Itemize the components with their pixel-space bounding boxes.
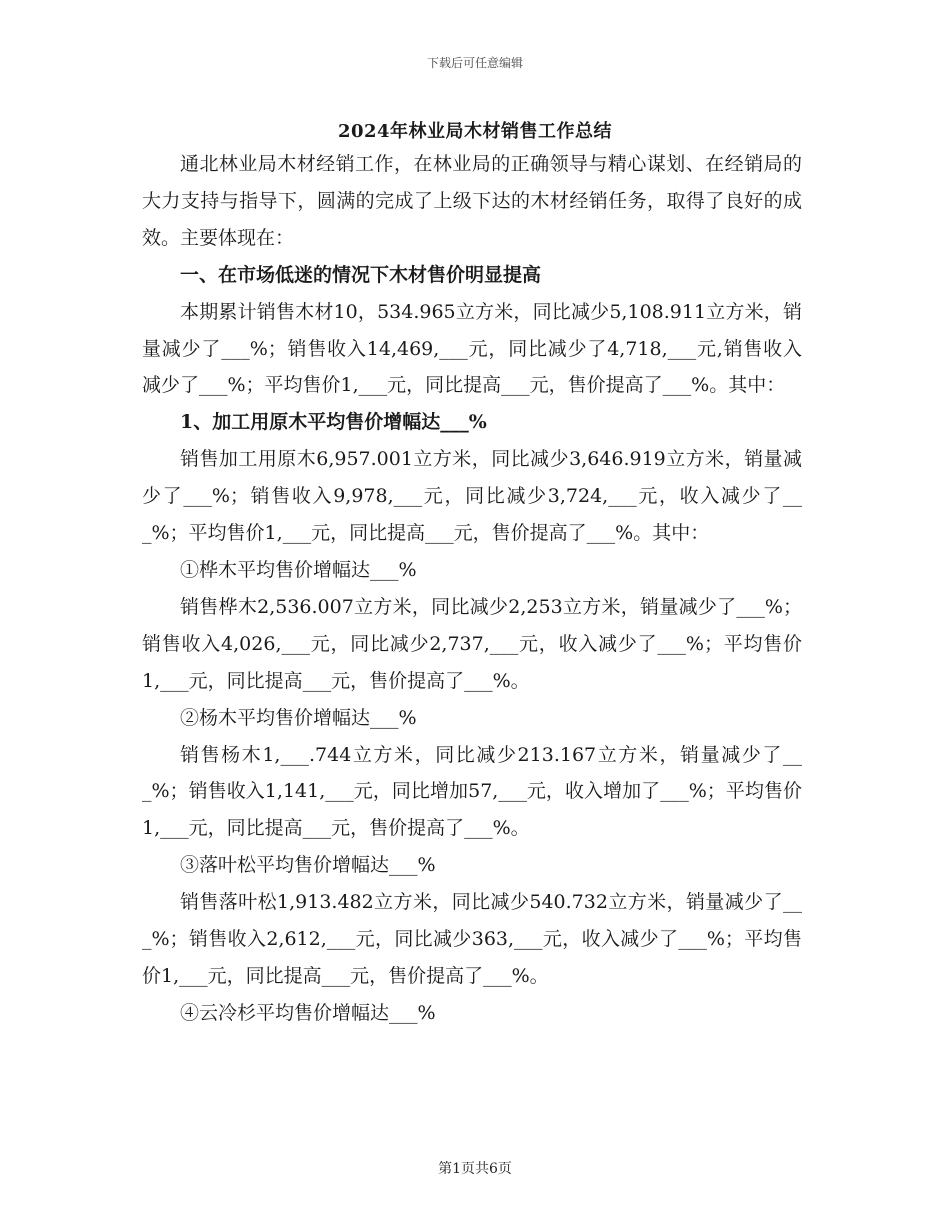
paragraph-birch: 销售桦木2,536.007立方米，同比减少2,253立方米，销量减少了___%；销售收入4,026,___元，同比减少2,737,___元，收入减少了___%；平均售价1,___元，同比提高___元，售价提高了___%。 xyxy=(142,595,802,692)
document-title: 2024年林业局木材销售工作总结 xyxy=(337,121,613,142)
paragraph-larch: 销售落叶松1,913.482立方米，同比减少540.732立方米，销量减少了___%；销售收入2,612,___元，同比减少363,___元，收入减少了___%；平均售价1,___元，同比提高___元，售价提高了___%。 xyxy=(142,891,802,987)
subsection-heading-1: 1、加工用原木平均售价增幅达___% xyxy=(180,411,487,434)
paragraph-total-sales: 本期累计销售木材10，534.965立方米，同比减少5,108.911立方米，销量减少了___%；销售收入14,469,___元，同比减少了4,718,___元,销售收入减少了___%；平均售价1,___元，同比提高___元，售价提高了___%。其中： xyxy=(142,300,802,397)
document-body xyxy=(142,146,802,1032)
paragraph-poplar: 销售杨木1,___.744立方米，同比减少213.167立方米，销量减少了___%；销售收入1,141,___元，同比增加57,___元，收入增加了___%；平均售价1,___元，同比提高___元，售价提高了___%。 xyxy=(142,743,802,840)
page-footer: 第1页共6页 xyxy=(438,1161,512,1177)
header-note: 下载后可任意编辑 xyxy=(426,56,523,70)
item-heading-larch: ③落叶松平均售价增幅达___% xyxy=(180,854,436,877)
item-heading-birch: ①桦木平均售价增幅达___% xyxy=(180,558,417,581)
section-heading-1: 一、在市场低迷的情况下木材售价明显提高 xyxy=(180,263,542,286)
paragraph-intro: 通北林业局木材经销工作，在林业局的正确领导与精心谋划、在经销局的大力支持与指导下，圆满的完成了上级下达的木材经销任务，取得了良好的成效。主要体现在： xyxy=(142,153,802,249)
paragraph-processing-logs: 销售加工用原木6,957.001立方米，同比减少3,646.919立方米，销量减少了___%；销售收入9,978,___元，同比减少3,724,___元，收入减少了___%；平均售价1,___元，同比提高___元，售价提高了___%。其中： xyxy=(142,448,802,545)
item-heading-poplar: ②杨木平均售价增幅达___% xyxy=(180,706,417,729)
item-heading-spruce-fir: ④云冷杉平均售价增幅达___% xyxy=(180,1001,436,1024)
